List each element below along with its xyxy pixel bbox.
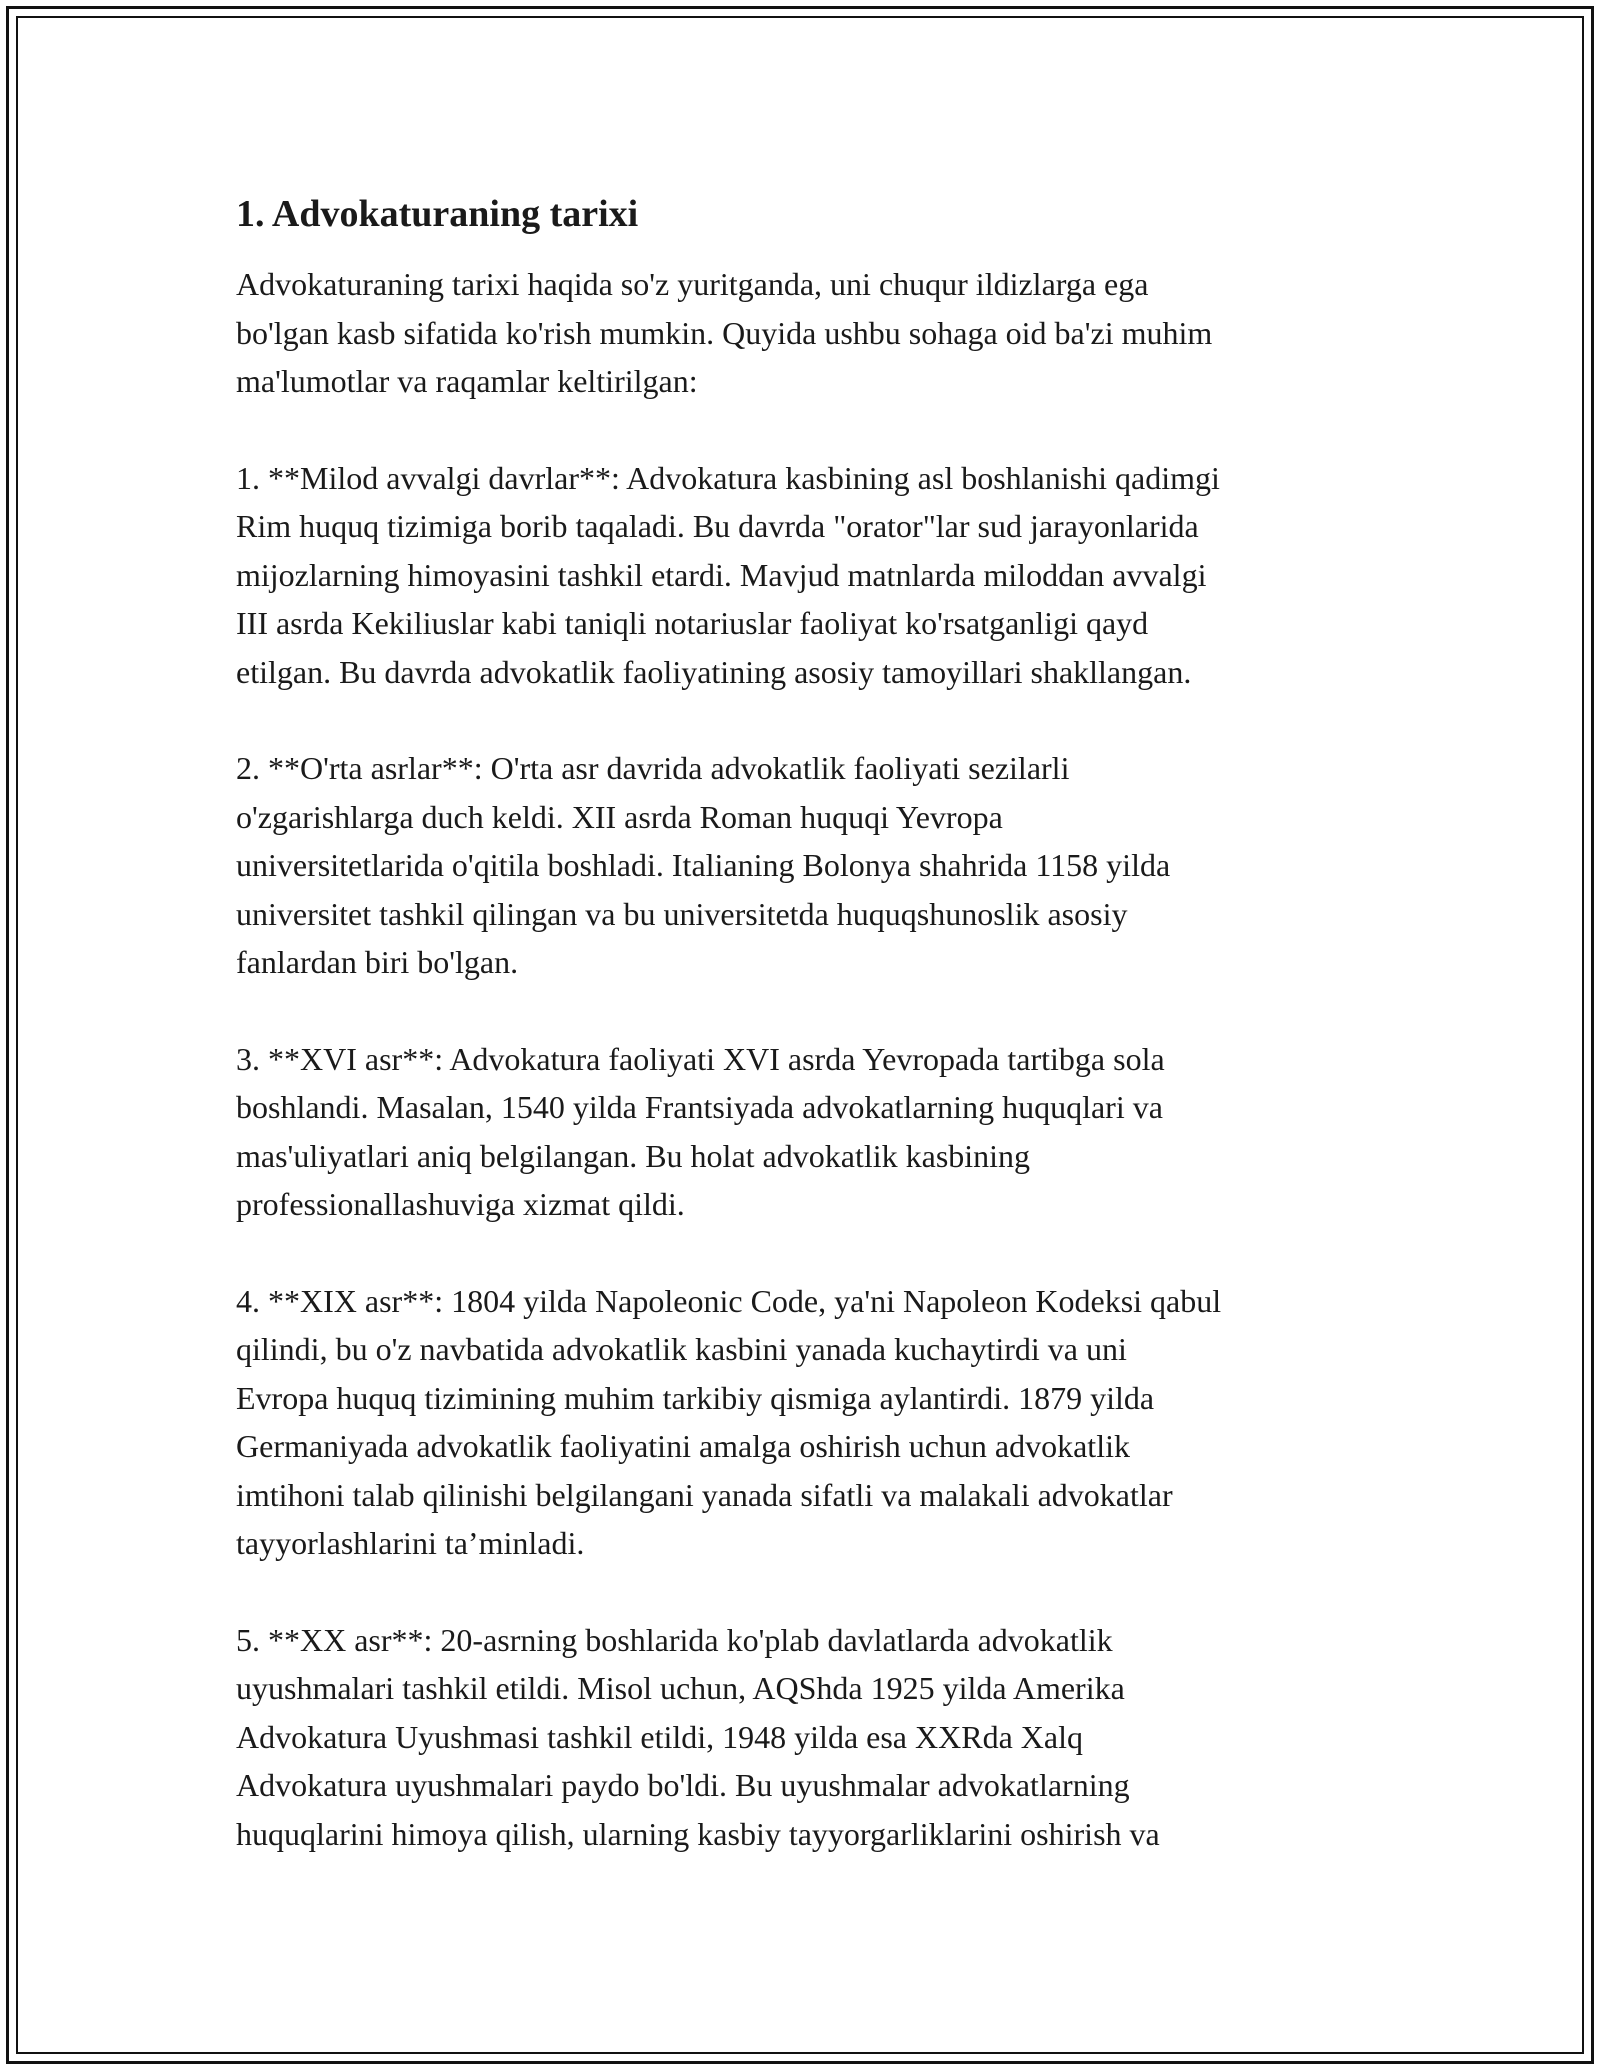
text-line: universitetlarida o'qitila boshladi. Italianing Bolonya shahrida 1158 yilda (236, 847, 1171, 883)
text-line: tayyorlashlarini ta’minladi. (236, 1525, 585, 1561)
text-line: 3. **XVI asr**: Advokatura faoliyati XVI asrda Yevropada tartibga sola (236, 1040, 1165, 1077)
text-line: mijozlarning himoyasini tashkil etardi. Mavjud matnlarda miloddan avvalgi (236, 556, 1207, 593)
text-line: Advokatura Uyushmasi tashkil etildi, 1948 yilda esa XXRda Xalq (236, 1718, 1083, 1755)
text-line: Evropa huquq tizimining muhim tarkibiy qismiga aylantirdi. 1879 yilda (236, 1379, 1155, 1416)
text-line: Germaniyada advokatlik faoliyatini amalga oshirish uchun advokatlik (236, 1428, 1130, 1464)
text-line: 5. **XX asr**: 20-asrning boshlarida ko'plab davlatlarda advokatlik (236, 1621, 1113, 1658)
text-line: 4. **XIX asr**: 1804 yilda Napoleonic Code, ya'ni Napoleon Kodeksi qabul (236, 1282, 1222, 1319)
text-line: 2. **O'rta asrlar**: O'rta asr davrida advokatlik faoliyati sezilarli (236, 750, 1070, 786)
text-line: boshlandi. Masalan, 1540 yilda Frantsiyada advokatlarning huquqlari va (236, 1089, 1163, 1125)
document-title: 1. Advokaturaning tarixi (236, 193, 639, 235)
paragraph-ancient-period (236, 454, 1384, 697)
text-line: mas'uliyatlari aniq belgilangan. Bu holat advokatlik kasbining (236, 1137, 1031, 1174)
paragraph-middle-ages (236, 744, 1384, 987)
text-line: qilindi, bu o'z navbatida advokatlik kasbini yanada kuchaytirdi va uni (236, 1331, 1127, 1367)
text-line: professionallashuviga xizmat qildi. (236, 1186, 685, 1222)
paragraph-20th-century (236, 1616, 1384, 1859)
text-line: universitet tashkil qilingan va bu universitetda huquqshunoslik asosiy (236, 895, 1128, 932)
text-line: III asrda Kekiliuslar kabi taniqli notariuslar faoliyat ko'rsatganligi qayd (236, 605, 1149, 641)
text-line: o'zgarishlarga duch keldi. XII asrda Roman huquqi Yevropa (236, 798, 1003, 835)
text-line: 1. **Milod avvalgi davrlar**: Advokatura kasbining asl boshlanishi qadimgi (236, 459, 1220, 496)
text-line: huquqlarini himoya qilish, ularning kasbiy tayyorgarliklarini oshirish va (236, 1815, 1160, 1852)
paragraph-19th-century (236, 1277, 1384, 1568)
text-line: uyushmalari tashkil etildi. Misol uchun, AQShda 1925 yilda Amerika (236, 1670, 1125, 1706)
text-line: etilgan. Bu davrda advokatlik faoliyatining asosiy tamoyillari shakllangan. (236, 653, 1192, 690)
text-line: Advokaturaning tarixi haqida so'z yuritganda, uni chuqur ildizlarga ega (236, 266, 1149, 302)
document-body (236, 190, 1384, 1906)
text-line: imtihoni talab qilinishi belgilangani yanada sifatli va malakali advokatlar (236, 1476, 1173, 1513)
paragraph-16th-century (236, 1035, 1384, 1229)
text-line: fanlardan biri bo'lgan. (236, 944, 519, 980)
intro-paragraph (236, 260, 1384, 406)
text-line: Rim huquq tizimiga borib taqaladi. Bu davrda "orator"lar sud jarayonlarida (236, 508, 1199, 544)
text-line: bo'lgan kasb sifatida ko'rish mumkin. Quyida ushbu sohaga oid ba'zi muhim (236, 314, 1213, 351)
text-line: Advokatura uyushmalari paydo bo'ldi. Bu uyushmalar advokatlarning (236, 1767, 1130, 1803)
text-line: ma'lumotlar va raqamlar keltirilgan: (236, 363, 698, 399)
